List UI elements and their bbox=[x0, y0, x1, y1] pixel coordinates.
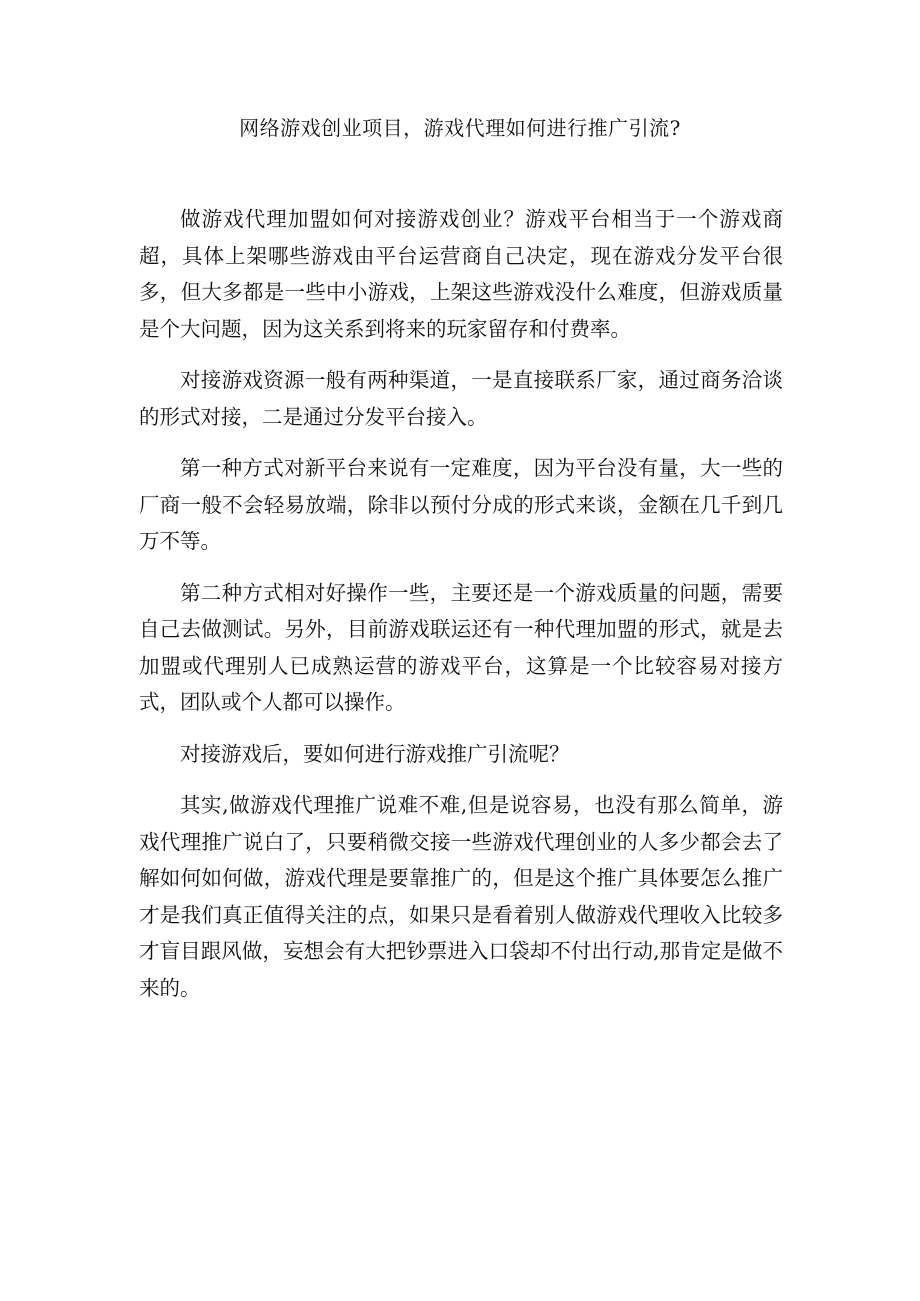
paragraph-4: 第二种方式相对好操作一些，主要还是一个游戏质量的问题，需要自己去做测试。另外，目前游戏联运还有一种代理加盟的形式，就是去加盟或代理别人已成熟运营的游戏平台，这算是一个比较容易对接方式，团队或个人都可以操作。 bbox=[139, 580, 783, 714]
paragraph-1: 做游戏代理加盟如何对接游戏创业？游戏平台相当于一个游戏商超，具体上架哪些游戏由平台运营商自己决定，现在游戏分发平台很多，但大多都是一些中小游戏，上架这些游戏没什么难度，但游戏质量是个大问题，因为这关系到将来的玩家留存和付费率。 bbox=[139, 207, 783, 341]
paragraph-3: 第一种方式对新平台来说有一定难度，因为平台没有量，大一些的厂商一般不会轻易放端，除非以预付分成的形式来谈，金额在几千到几万不等。 bbox=[139, 456, 783, 553]
document-body bbox=[139, 201, 783, 1021]
paragraph-6: 其实,做游戏代理推广说难不难,但是说容易，也没有那么简单，游戏代理推广说白了，只要稍微交接一些游戏代理创业的人多少都会去了解如何如何做，游戏代理是要靠推广的，但是这个推广具体要怎么推广才是我们真正值得关注的点，如果只是看着别人做游戏代理收入比较多才盲目跟风做，妄想会有大把钞票进入口袋却不付出行动,那肯定是做不来的。 bbox=[139, 793, 783, 1000]
paragraph-2: 对接游戏资源一般有两种渠道，一是直接联系厂家，通过商务洽谈的形式对接，二是通过分发平台接入。 bbox=[139, 368, 783, 429]
paragraph-5: 对接游戏后，要如何进行游戏推广引流呢？ bbox=[180, 741, 570, 766]
document-title: 网络游戏创业项目，游戏代理如何进行推广引流? bbox=[239, 116, 681, 140]
